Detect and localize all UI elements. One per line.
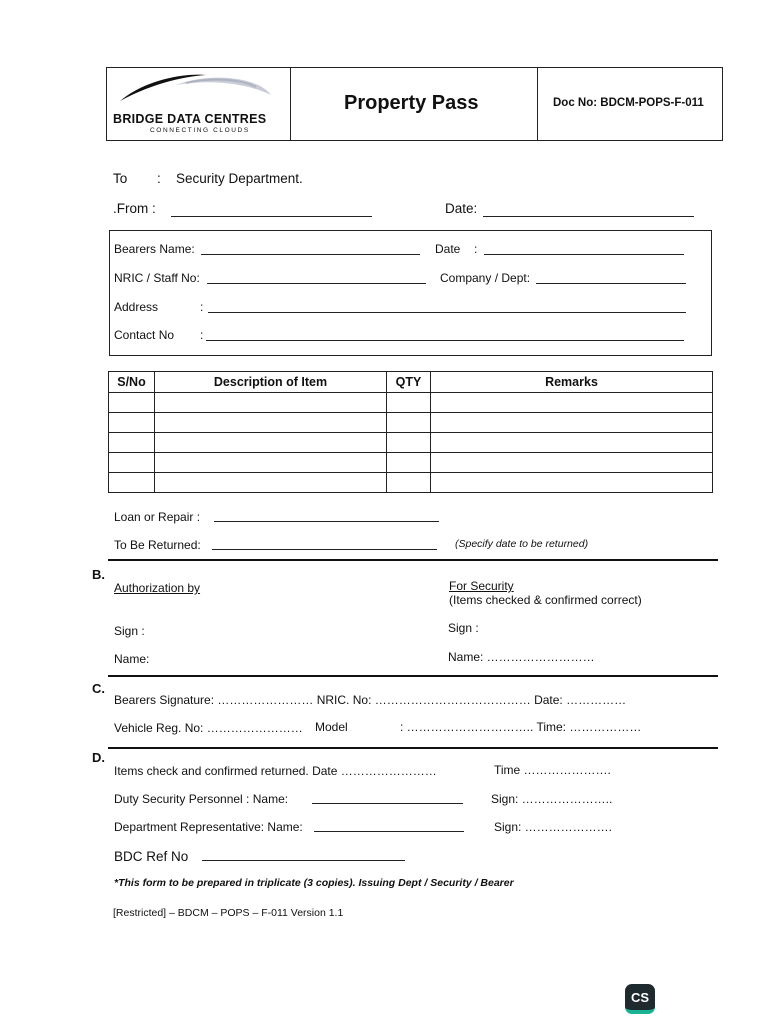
- model-label: Model: [315, 720, 348, 734]
- to-colon: :: [157, 171, 161, 186]
- section-b-marker: B.: [92, 567, 105, 582]
- security-title: For Security: [449, 579, 514, 593]
- date-field[interactable]: [483, 216, 694, 217]
- table-cell[interactable]: [155, 433, 387, 453]
- table-cell[interactable]: [387, 433, 431, 453]
- page-title: Property Pass: [344, 92, 479, 114]
- triplicate-note: *This form to be prepared in triplicate (3 copies). Issuing Dept / Security / Bearer: [114, 877, 514, 889]
- items-check-label: Items check and confirmed returned. Date ……………………: [114, 764, 437, 778]
- security-sign-label: Sign :: [448, 621, 479, 635]
- section-d-marker: D.: [92, 750, 105, 765]
- security-note: (Items checked & confirmed correct): [449, 593, 642, 607]
- table-cell[interactable]: [431, 453, 713, 473]
- table-cell[interactable]: [155, 393, 387, 413]
- auth-name-label: Name:: [114, 652, 150, 666]
- table-cell[interactable]: [431, 473, 713, 493]
- table-cell[interactable]: [155, 413, 387, 433]
- duty-security-sign: Sign: …………………..: [491, 792, 613, 806]
- col-sno: S/No: [109, 372, 155, 393]
- to-be-returned-field[interactable]: [212, 549, 437, 550]
- contact-colon: :: [200, 328, 204, 342]
- duty-security-name-field[interactable]: [312, 803, 463, 804]
- vehicle-reg-label: Vehicle Reg. No: ……………………: [114, 721, 303, 735]
- section-divider-c: [108, 675, 718, 677]
- address-colon: :: [200, 300, 204, 314]
- table-cell[interactable]: [431, 413, 713, 433]
- table-cell[interactable]: [387, 473, 431, 493]
- address-label: Address: [114, 300, 159, 314]
- table-cell[interactable]: [109, 393, 155, 413]
- company-tagline: CONNECTING CLOUDS: [150, 127, 250, 134]
- bearer-date-field[interactable]: [484, 254, 684, 255]
- table-cell[interactable]: [109, 413, 155, 433]
- to-be-returned-label: To Be Returned:: [114, 538, 201, 552]
- nric-label: NRIC / Staff No:: [114, 271, 200, 285]
- items-table: [108, 371, 713, 493]
- bdc-ref-field[interactable]: [202, 860, 405, 861]
- time-label: Time ………………….: [494, 763, 611, 777]
- table-cell[interactable]: [431, 433, 713, 453]
- col-qty: QTY: [387, 372, 431, 393]
- security-name-label: Name: ………………………: [448, 650, 595, 664]
- table-cell[interactable]: [155, 453, 387, 473]
- loan-repair-label: Loan or Repair :: [114, 510, 201, 524]
- doc-number: Doc No: BDCM-POPS-F-011: [553, 97, 704, 109]
- version-footer: [Restricted] – BDCM – POPS – F-011 Version 1.1: [113, 907, 344, 919]
- table-row: [109, 473, 713, 493]
- header-divider-left: [290, 67, 291, 141]
- from-label: .From :: [113, 201, 156, 216]
- table-cell[interactable]: [387, 413, 431, 433]
- loan-repair-field[interactable]: [214, 521, 439, 522]
- model-time-row: : ………………………….. Time: ………………: [400, 720, 642, 734]
- date-label: Date:: [445, 201, 478, 216]
- return-date-note: (Specify date to be returned): [455, 538, 589, 550]
- duty-security-label: Duty Security Personnel : Name:: [114, 792, 289, 806]
- dept-rep-name-field[interactable]: [314, 831, 464, 832]
- company-dept-label: Company / Dept:: [440, 271, 531, 285]
- bearer-name-label: Bearers Name:: [114, 242, 195, 256]
- auth-sign-label: Sign :: [114, 624, 145, 638]
- table-row: [109, 433, 713, 453]
- table-cell[interactable]: [155, 473, 387, 493]
- bearer-signature-row: Bearers Signature: …………………… NRIC. No: ………………………………… Date: ……………: [114, 693, 627, 707]
- bearer-date-label: Date: [435, 242, 461, 256]
- address-field[interactable]: [208, 312, 686, 313]
- bearer-name-field[interactable]: [201, 254, 420, 255]
- from-field[interactable]: [171, 216, 372, 217]
- col-description: Description of Item: [155, 372, 387, 393]
- table-cell[interactable]: [387, 453, 431, 473]
- authorization-title: Authorization by: [114, 581, 201, 595]
- contact-field[interactable]: [206, 340, 684, 341]
- table-cell[interactable]: [109, 453, 155, 473]
- table-cell[interactable]: [109, 433, 155, 453]
- header-divider-right: [537, 67, 538, 141]
- company-name: BRIDGE DATA CENTRES: [113, 112, 267, 126]
- section-divider-b: [108, 559, 718, 561]
- bdc-ref-label: BDC Ref No: [114, 849, 189, 864]
- table-row: [109, 453, 713, 473]
- to-value: Security Department.: [176, 171, 303, 186]
- dept-rep-sign: Sign: ………………….: [494, 820, 613, 834]
- contact-label: Contact No: [114, 328, 175, 342]
- table-row: [109, 413, 713, 433]
- section-c-marker: C.: [92, 681, 105, 696]
- items-table-header: [109, 372, 713, 393]
- table-cell[interactable]: [387, 393, 431, 413]
- table-cell[interactable]: [109, 473, 155, 493]
- nric-field[interactable]: [207, 283, 426, 284]
- section-divider-d: [108, 747, 718, 749]
- to-label: To: [113, 171, 128, 186]
- table-row: [109, 393, 713, 413]
- col-remarks: Remarks: [431, 372, 713, 393]
- bearer-date-colon: :: [474, 242, 478, 256]
- dept-rep-label: Department Representative: Name:: [114, 820, 303, 834]
- table-cell[interactable]: [431, 393, 713, 413]
- company-logo-swoosh: [116, 71, 276, 105]
- camscanner-badge: CS: [625, 984, 655, 1014]
- company-dept-field[interactable]: [536, 283, 686, 284]
